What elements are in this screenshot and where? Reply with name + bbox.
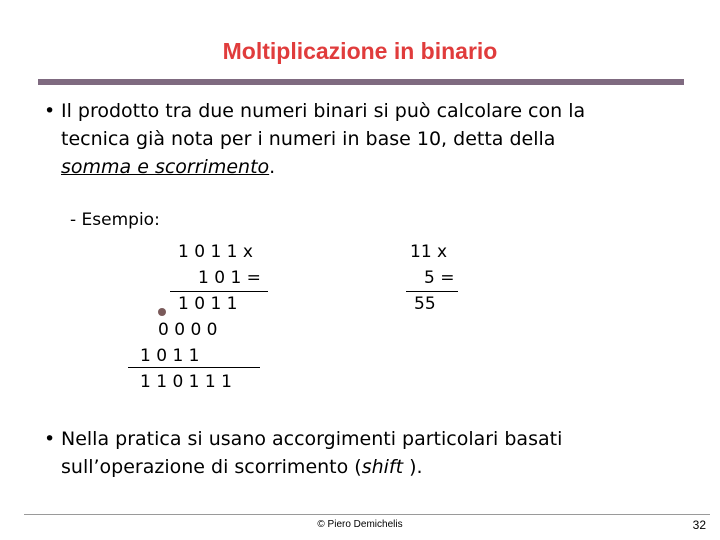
term-shift: shift — [361, 456, 404, 478]
bullet-1-line-3: somma e scorrimento. — [61, 156, 276, 178]
slide-title: Moltiplicazione in binario — [222, 38, 498, 64]
bullet-2-line-2: sull’operazione di scorrimento (shift ). — [61, 456, 423, 478]
binary-multiplicand: 1 0 1 1 x — [178, 242, 253, 262]
footer-author: © Piero Demichelis — [317, 519, 403, 530]
bullet-1-line-1: Il prodotto tra due numeri binari si può calcolare con la — [61, 100, 586, 122]
decimal-multiplicand: 11 x — [410, 242, 448, 262]
decimal-underline — [406, 291, 458, 292]
decimal-multiplier: 5 = — [424, 268, 455, 288]
binary-partial-1: 1 0 1 1 — [178, 294, 238, 314]
title-divider — [38, 79, 684, 85]
bullet-dot-icon: • — [44, 428, 56, 450]
binary-result: 1 1 0 1 1 1 — [140, 372, 232, 392]
bullet-2-line-1: Nella pratica si usano accorgimenti particolari basati — [61, 428, 563, 450]
example-label: - Esempio: — [70, 210, 160, 230]
footer-divider — [24, 514, 710, 515]
binary-partial-2: 0 0 0 0 — [158, 320, 218, 340]
binary-sum-underline — [128, 367, 260, 368]
binary-multiplier: 1 0 1 = — [198, 268, 261, 288]
decimal-result: 55 — [414, 294, 436, 314]
term-somma-scorrimento: somma e scorrimento — [61, 156, 270, 178]
bullet-dot-icon: • — [44, 100, 56, 122]
binary-multiplier-underline — [170, 291, 268, 292]
binary-partial-3: 1 0 1 1 — [140, 346, 200, 366]
bullet-1-line-2: tecnica già nota per i numeri in base 10, detta della — [61, 128, 556, 150]
pointer-dot-icon — [158, 308, 166, 316]
page-number: 32 — [692, 518, 706, 532]
